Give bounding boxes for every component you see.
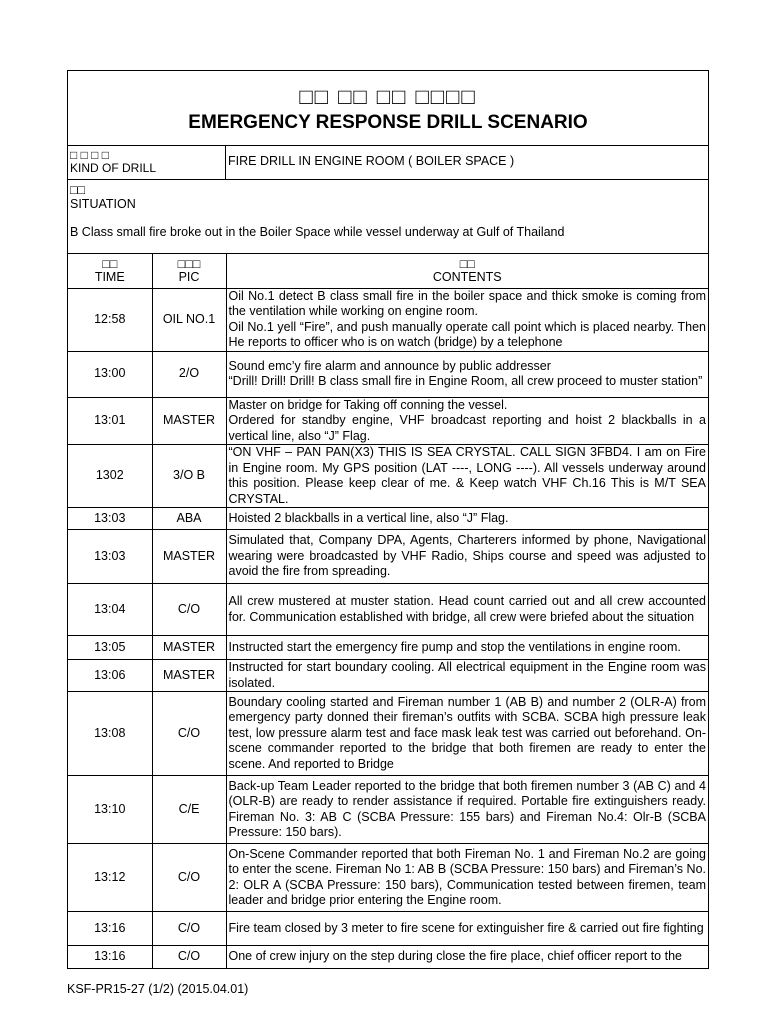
table-header-row: [68, 254, 708, 288]
pic-cell: MASTER: [152, 660, 226, 692]
drill-timeline-table: [68, 254, 708, 968]
pic-cell: 2/O: [152, 351, 226, 397]
situation-label-english: SITUATION: [70, 197, 136, 211]
time-cell: 13:04: [68, 584, 152, 636]
time-cell: 13:00: [68, 351, 152, 397]
pic-cell: 3/O B: [152, 445, 226, 508]
page-title: EMERGENCY RESPONSE DRILL SCENARIO: [188, 112, 588, 133]
situation-section: [68, 180, 708, 254]
document-code: KSF-PR15-27 (1/2) (2015.04.01): [67, 982, 249, 996]
time-cell: 13:06: [68, 660, 152, 692]
pic-cell: MASTER: [152, 397, 226, 445]
kind-of-drill-value: FIRE DRILL IN ENGINE ROOM ( BOILER SPACE ): [228, 154, 515, 168]
time-cell: 13:16: [68, 946, 152, 968]
pic-cell: C/O: [152, 844, 226, 912]
time-cell: 13:03: [68, 530, 152, 584]
table-row: [68, 946, 708, 968]
time-header-korean: □□: [102, 256, 118, 271]
time-column-header: [68, 254, 152, 288]
pic-header-english: PIC: [178, 269, 200, 284]
table-row: [68, 776, 708, 844]
timeline-body: [68, 288, 708, 968]
time-cell: 13:05: [68, 636, 152, 660]
situation-label-korean: □□: [70, 183, 86, 197]
pic-cell: C/E: [152, 776, 226, 844]
time-cell: 13:12: [68, 844, 152, 912]
contents-header-english: CONTENTS: [432, 269, 502, 284]
title-block: [68, 71, 708, 146]
pic-cell: C/O: [152, 584, 226, 636]
table-row: [68, 288, 708, 351]
contents-cell: Fire team closed by 3 meter to fire scene for extinguisher fire & carried out fire fighting: [226, 912, 708, 946]
contents-cell: “ON VHF – PAN PAN(X3) THIS IS SEA CRYSTAL. CALL SIGN 3FBD4. I am on Fire in Engine room. My GPS position (LAT ----, LONG ----). All vessels underway around this position. Please keep clear of me. & Keep watch VHF Ch.16 This is M/T SEA CRYSTAL.: [226, 445, 708, 508]
table-row: [68, 351, 708, 397]
contents-cell: Simulated that, Company DPA, Agents, Charterers informed by phone, Navigational wearing were broadcasted by VHF Radio, Ships course and speed was adjusted to avoid the fire from spreading.: [226, 530, 708, 584]
kind-label-english: KIND OF DRILL: [70, 161, 157, 175]
contents-cell: Master on bridge for Taking off conning the vessel. Ordered for standby engine, VHF broadcast reporting and hoist 2 blackballs in a vertical line, also “J” Flag.: [226, 397, 708, 445]
contents-cell: All crew mustered at muster station. Head count carried out and all crew accounted for. Communication established with bridge, all crew were briefed about the situation: [226, 584, 708, 636]
kind-of-drill-row: [68, 146, 708, 180]
table-row: [68, 660, 708, 692]
contents-cell: On-Scene Commander reported that both Fireman No. 1 and Fireman No.2 are going to enter the scene. Fireman No 1: AB B (SCBA Pressure: 150 bars) and Fireman’s No. 2: OLR A (SCBA Pressure: 150 bars), Communication tested between firemen, team leader and bridge prior entering the Engine room.: [226, 844, 708, 912]
time-header-english: TIME: [94, 269, 125, 284]
title-korean: □□ □□ □□ □□□□: [299, 84, 477, 109]
contents-cell: Hoisted 2 blackballs in a vertical line, also “J” Flag.: [226, 508, 708, 530]
table-row: [68, 636, 708, 660]
contents-cell: Oil No.1 detect B class small fire in the boiler space and thick smoke is coming from the ventilation while working on engine room. Oil No.1 yell “Fire”, and push manually operate call point which is placed nearby. Then He reports to officer who is on watch (bridge) by a telephone: [226, 288, 708, 351]
pic-cell: MASTER: [152, 636, 226, 660]
time-cell: 13:03: [68, 508, 152, 530]
time-cell: 13:16: [68, 912, 152, 946]
time-cell: 13:08: [68, 692, 152, 776]
contents-cell: Boundary cooling started and Fireman number 1 (AB B) and number 2 (OLR-A) from emergency party donned their fireman’s outfits with SCBA. SCBA high pressure leak test, low pressure alarm test and face mask leak test was carried out beforehand. On-scene commander reported to the bridge that both firemen are ready to enter the scene. And reported to Bridge: [226, 692, 708, 776]
time-cell: 13:10: [68, 776, 152, 844]
table-row: [68, 530, 708, 584]
contents-cell: One of crew injury on the step during close the fire place, chief officer report to the: [226, 946, 708, 968]
contents-cell: Back-up Team Leader reported to the bridge that both firemen number 3 (AB C) and 4 (OLR-B) are ready to render assistance if required. Portable fire extinguishers ready. Fireman No. 3: AB C (SCBA Pressure: 155 bars) and Fireman No.4: Olr-B (SCBA Pressure: 150 bars).: [226, 776, 708, 844]
drill-scenario-form: [67, 70, 709, 969]
table-row: [68, 912, 708, 946]
pic-cell: C/O: [152, 912, 226, 946]
table-row: [68, 692, 708, 776]
contents-cell: Instructed start the emergency fire pump and stop the ventilations in engine room.: [226, 636, 708, 660]
pic-column-header: [152, 254, 226, 288]
pic-cell: OIL NO.1: [152, 288, 226, 351]
pic-header-korean: □□□: [177, 256, 201, 271]
kind-of-drill-label: [68, 146, 226, 179]
table-row: [68, 397, 708, 445]
kind-label-korean: □ □ □ □: [70, 148, 109, 162]
table-row: [68, 584, 708, 636]
contents-column-header: [226, 254, 708, 288]
pic-cell: C/O: [152, 946, 226, 968]
table-row: [68, 844, 708, 912]
time-cell: 13:01: [68, 397, 152, 445]
pic-cell: MASTER: [152, 530, 226, 584]
pic-cell: C/O: [152, 692, 226, 776]
contents-cell: Sound emc’y fire alarm and announce by public addresser “Drill! Drill! Drill! B class small fire in Engine Room, all crew proceed to muster station”: [226, 351, 708, 397]
time-cell: 1302: [68, 445, 152, 508]
situation-text: B Class small fire broke out in the Boiler Space while vessel underway at Gulf of Thailand: [70, 225, 565, 239]
table-row: [68, 508, 708, 530]
contents-header-korean: □□: [459, 256, 475, 271]
table-row: [68, 445, 708, 508]
contents-cell: Instructed for start boundary cooling. All electrical equipment in the Engine room was isolated.: [226, 660, 708, 692]
time-cell: 12:58: [68, 288, 152, 351]
pic-cell: ABA: [152, 508, 226, 530]
